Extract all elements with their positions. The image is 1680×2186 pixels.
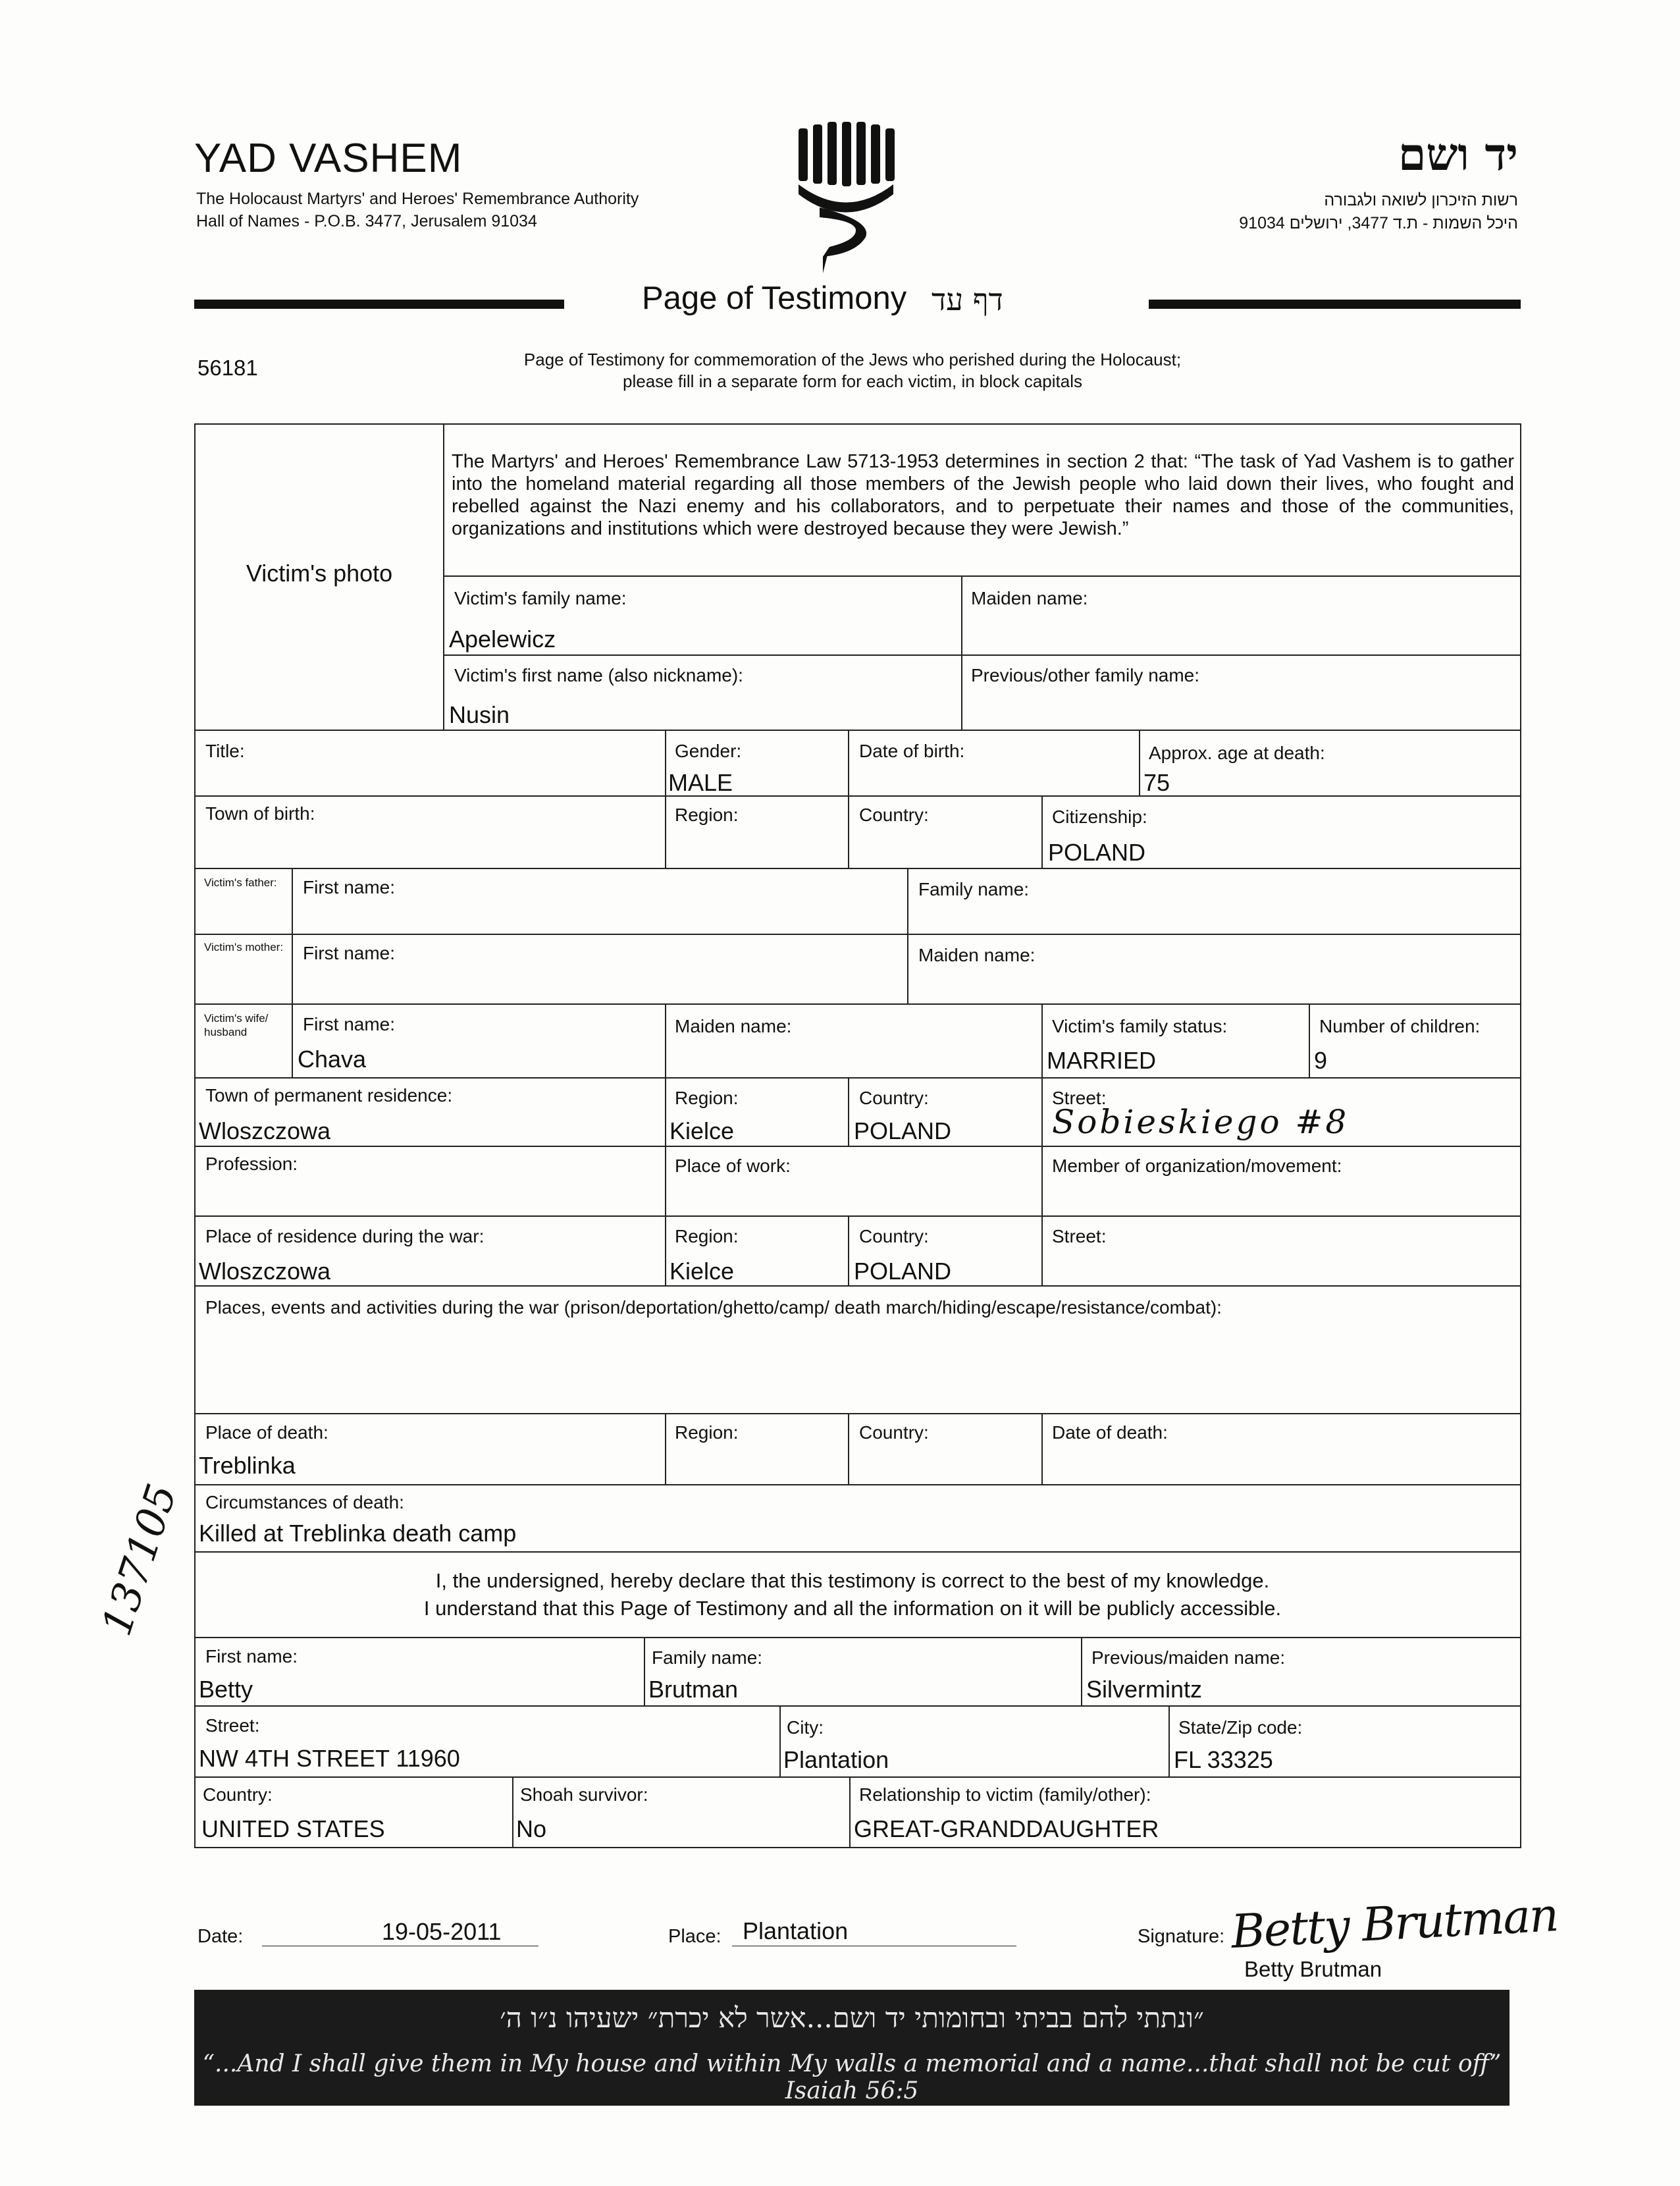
grid-line [907,868,908,1003]
grid-line [1081,1637,1082,1705]
intro-line-2: please fill in a separate form for each victim, in block capitals [623,371,1082,391]
grid-line [194,1637,1520,1638]
submitter-family-name-field[interactable]: Brutman [648,1676,739,1703]
birth-country-label: Country: [859,805,929,825]
org-subtitle-hebrew: רשות הזיכרון לשואה ולגבורה [1324,191,1518,209]
grid-line [665,730,666,868]
grid-line [194,1077,1520,1079]
declaration [197,1567,1508,1622]
date-field[interactable]: 19-05-2011 [382,1918,502,1945]
grid-line [292,868,293,1077]
profession-label: Profession: [205,1154,298,1174]
town-of-birth-label: Town of birth: [205,803,315,824]
submitter-zip-label: State/Zip code: [1178,1717,1303,1738]
relationship-label: Relationship to victim (family/other): [859,1784,1151,1805]
submitter-family-name-label: Family name: [652,1647,763,1668]
war-country-label: Country: [859,1226,929,1246]
relationship-field[interactable]: GREAT-GRANDDAUGHTER [854,1815,1159,1842]
family-name-label: Victim's family name: [454,588,627,608]
place-of-death-field[interactable]: Treblinka [199,1452,296,1479]
war-country-field[interactable]: POLAND [854,1258,952,1285]
spouse-side-label: Victim's wife/ husband [204,1012,269,1038]
margin-note: 137105 [92,1478,186,1641]
grid-line [194,795,1520,797]
submitter-city-label: City: [787,1717,824,1738]
gender-field[interactable]: MALE [668,769,733,796]
declaration-line-2: I understand that this Page of Testimony and all the information on it will be publicly accessible. [423,1597,1282,1620]
title-label: Title: [205,741,245,761]
submitter-first-name-label: First name: [205,1646,298,1666]
war-residence-label: Place of residence during the war: [205,1226,485,1246]
residence-country-label: Country: [859,1088,929,1108]
town-of-residence-field[interactable]: Wloszczowa [199,1117,331,1144]
grid-line [512,1776,513,1847]
submitter-zip-field[interactable]: FL 33325 [1174,1746,1273,1773]
law-text: The Martyrs' and Heroes' Remembrance Law 5713-1953 determines in section 2 that: “The task of Yad Vashem is to gather into the homeland material regarding all those members of the Jewish people who laid down their lives, who fought and rebelled against the Nazi enemy and his collaborators, and to perpetuate their names and those of the communities, organizations and institutions which were destroyed because they were Jewish.” [452,451,1514,539]
submitter-street-label: Street: [205,1715,260,1736]
spouse-maiden-name-label: Maiden name: [675,1016,792,1036]
death-country-label: Country: [859,1422,929,1443]
place-of-work-label: Place of work: [675,1156,791,1176]
age-at-death-field[interactable]: 75 [1143,769,1170,796]
family-status-label: Victim's family status: [1052,1016,1228,1036]
date-of-death-label: Date of death: [1052,1422,1168,1443]
grid-line [194,934,1520,935]
place-of-death-label: Place of death: [205,1422,328,1443]
residence-country-field[interactable]: POLAND [854,1117,952,1144]
grid-line [1041,795,1043,868]
residence-street-field[interactable]: Sobieskiego #8 [1052,1103,1350,1141]
place-field[interactable]: Plantation [743,1917,849,1944]
mother-maiden-name-label: Maiden name: [918,945,1036,965]
submitter-maiden-name-field[interactable]: Silvermintz [1086,1676,1203,1703]
org-name-hebrew: יד ושם [1398,128,1518,181]
date-label: Date: [197,1926,244,1947]
war-street-label: Street: [1052,1226,1107,1246]
mother-side-label: Victim's mother: [204,941,284,953]
war-residence-field[interactable]: Wloszczowa [199,1258,331,1285]
submitter-country-field[interactable]: UNITED STATES [201,1815,385,1842]
first-name-field[interactable]: Nusin [449,701,510,728]
grid-line [848,730,849,868]
grid-line [848,1215,849,1285]
footer-quote-english: “...And I shall give them in My house and within My walls a memorial and a name...that shall not be cut off” Isaiah 56:5 [202,2050,1502,2104]
residence-street-label: Street: [1052,1088,1107,1108]
citizenship-field[interactable]: POLAND [1048,839,1146,866]
grid-line [194,1705,1520,1707]
organization-label: Member of organization/movement: [1052,1156,1342,1176]
intro-line-1: Page of Testimony for commemoration of the Jews who perished during the Holocaust; [523,350,1182,369]
grid-line [194,1551,1520,1553]
submitter-first-name-field[interactable]: Betty [199,1676,253,1703]
war-region-field[interactable]: Kielce [669,1258,735,1285]
intro-text [448,349,1257,392]
gender-label: Gender: [675,741,742,761]
father-family-name-label: Family name: [918,879,1030,899]
town-of-residence-label: Town of permanent residence: [205,1085,453,1106]
submitter-city-field[interactable]: Plantation [783,1746,889,1773]
grid-line [849,1776,851,1847]
grid-line [1309,1003,1310,1077]
number-of-children-field[interactable]: 9 [1314,1047,1328,1074]
grid-line [194,1003,1520,1005]
grid-line [194,868,1520,869]
residence-region-label: Region: [675,1088,739,1108]
org-address: Hall of Names - P.O.B. 3477, Jerusalem 91034 [196,212,537,230]
form-number: 56181 [197,356,258,380]
grid-line [194,1146,1520,1147]
shoah-survivor-label: Shoah survivor: [520,1784,648,1805]
grid-line [1041,1003,1043,1285]
footer-quote-hebrew: ״ונתתי להם בביתי ובחומותי יד ושם...אשר לא יכרת״ ישעיהו נ״ו ה׳ [500,2002,1204,2034]
grid-line [443,654,1520,656]
war-region-label: Region: [675,1226,739,1246]
grid-line [665,1003,666,1285]
grid-line [961,575,962,730]
grid-line [665,1413,666,1484]
family-name-field[interactable]: Apelewicz [449,626,556,653]
circumstances-field[interactable]: Killed at Treblinka death camp [199,1520,517,1547]
submitter-country-label: Country: [203,1784,273,1805]
org-address-hebrew: היכל השמות - ת.ד 3477, ירושלים 91034 [1239,214,1518,232]
org-name: YAD VASHEM [194,136,463,181]
spouse-first-name-field[interactable]: Chava [298,1046,367,1073]
grid-line [443,575,1520,577]
signer-name: Betty Brutman [1244,1957,1382,1981]
submitter-street-field[interactable]: NW 4TH STREET 11960 [199,1745,460,1772]
family-status-field[interactable]: MARRIED [1047,1047,1157,1074]
grid-line [194,1484,1520,1485]
death-region-label: Region: [675,1422,739,1443]
age-at-death-label: Approx. age at death: [1149,743,1325,763]
org-subtitle: The Holocaust Martyrs' and Heroes' Remembrance Authority [196,190,639,208]
grid-line [848,1413,849,1484]
residence-region-field[interactable]: Kielce [669,1117,735,1144]
declaration-line-1: I, the undersigned, hereby declare that this testimony is correct to the best of my knowledge. [435,1569,1270,1592]
signature[interactable]: Betty Brutman [1230,1888,1560,1959]
father-side-label: Victim's father: [204,876,277,889]
grid-line [848,1077,849,1146]
grid-line [194,1215,1520,1217]
number-of-children-label: Number of children: [1319,1016,1481,1036]
menorah-logo [793,122,899,280]
header-rule-right [1149,300,1521,309]
page-title-hebrew: דף עד [932,282,1003,317]
grid-line [1041,1413,1043,1484]
maiden-name-label: Maiden name: [971,588,1088,608]
grid-line [194,1413,1520,1414]
circumstances-label: Circumstances of death: [205,1492,404,1512]
citizenship-label: Citizenship: [1052,807,1147,827]
grid-line [194,1285,1520,1287]
spouse-first-name-label: First name: [303,1014,396,1034]
grid-line [779,1705,781,1776]
father-first-name-label: First name: [303,877,396,897]
date-of-birth-label: Date of birth: [859,741,965,761]
grid-line [1168,1705,1170,1776]
grid-line [644,1637,645,1705]
grid-line [194,1776,1520,1778]
previous-family-name-label: Previous/other family name: [971,665,1200,685]
mother-first-name-label: First name: [303,943,396,963]
submitter-maiden-name-label: Previous/maiden name: [1091,1647,1286,1668]
grid-line [1139,730,1140,795]
footer-quote-band [194,1990,1509,2106]
birth-region-label: Region: [675,805,739,825]
grid-line [194,730,1520,731]
victim-photo-label: Victim's photo [246,560,393,587]
header-rule-left [194,300,564,309]
signature-label: Signature: [1138,1926,1225,1947]
first-name-label: Victim's first name (also nickname): [454,665,743,685]
shoah-survivor-field[interactable]: No [516,1815,547,1842]
war-events-label: Places, events and activities during the war (prison/deportation/ghetto/camp/ death march/hiding/escape/resistance/combat): [205,1297,1222,1318]
page-title: Page of Testimony [642,280,907,316]
place-label: Place: [668,1926,722,1947]
